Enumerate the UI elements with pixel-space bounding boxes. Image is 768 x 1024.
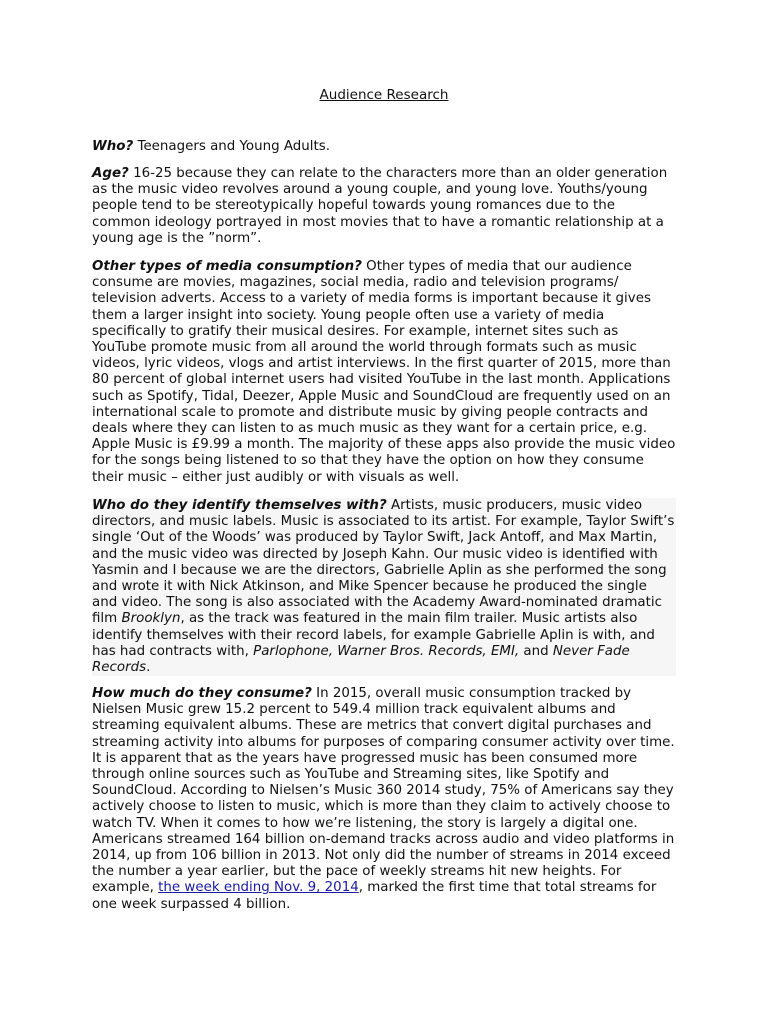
who-text: Teenagers and Young Adults. <box>133 139 330 154</box>
age-section <box>92 166 676 247</box>
age-text: 16-25 because they can relate to the characters more than an older generation as the music video revolves around a young couple, and young love. Youths/young people tend to be stereotypically hopeful towards young romances due to the common ideology portrayed in most movies that to have a romantic relationship at a young age is the ”norm”. <box>92 166 668 246</box>
media-section <box>92 259 676 486</box>
media-text: Other types of media that our audience consume are movies, magazines, social media, radio and television programs/ television adverts. Access to a variety of media forms is important because it gives them a larger insight into society. Young people often use a variety of media specifically to gratify their musical desires. For example, internet sites such as YouTube promote music from all around the world through formats such as music videos, lyric videos, vlogs and artist interviews. In the first quarter of 2015, more than 80 percent of global internet users had visited YouTube in the last month. Applications such as Spotify, Tidal, Deezer, Apple Music and SoundCloud are frequently used on an international scale to promote and distribute music by giving people contracts and deals where they can listen to as much music as they want for a certain price, e.g. Apple Music is £9.99 a month. The majority of these apps also provide the music video for the songs being listened to so that they have the option on how they consume their music – either just audibly or with visuals as well. <box>92 259 676 485</box>
consume-text-1: In 2015, overall music consumption tracked by Nielsen Music grew 15.2 percent to 549.4 million track equivalent albums and streaming equivalent albums. These are metrics that convert digital purchases and streaming activity into albums for purposes of comparing consumer activity over time. It is apparent that as the years have progressed music has been consumed more through online sources such as YouTube and Streaming sites, like Spotify and SoundCloud. According to Nielsen’s Music 360 2014 study, 75% of Americans say they actively choose to listen to music, which is more than they claim to actively choose to watch TV. When it comes to how we’re listening, the story is largely a digital one. Americans streamed 164 billion on-demand tracks across audio and video platforms in 2014, up from 106 billion in 2013. Not only did the number of streams in 2014 exceed the number a year earlier, but the pace of weekly streams hit new heights. For example, <box>92 686 675 896</box>
page-title: Audience Research <box>319 87 449 103</box>
who-label: Who? <box>92 139 134 154</box>
identify-text-2: , as the track was featured in the main film trailer. Music artists also identify themselves with their record labels, for example Gabrielle Aplin is with, and has had contracts with, <box>92 611 655 659</box>
identify-text-1: Artists, music producers, music video directors, and music labels. Music is associated to its artist. For example, Taylor Swift’s single ‘Out of the Woods’ was produced by Taylor Swift, Jack Antoff, and Max Martin, and the music video was directed by Joseph Kahn. Our music video is identified with Yasmin and I because we are the directors, Gabrielle Aplin as she performed the song and wrote it with Nick Atkinson, and Mike Spencer because he produced the single and video. The song is also associated with the Academy Award-nominated dramatic film <box>92 498 675 627</box>
identify-end: . <box>146 660 151 676</box>
film-title: Brooklyn <box>121 611 181 627</box>
identify-section <box>92 498 676 676</box>
week-ending-link[interactable]: the week ending Nov. 9, 2014 <box>158 880 359 896</box>
consume-section <box>92 686 676 913</box>
record-labels: Parlophone, Warner Bros. Records, EMI, <box>253 643 520 659</box>
consume-text-2: , marked the first time that total streams for one week surpassed 4 billion. <box>92 880 657 912</box>
identify-label: Who do they identify themselves with? <box>92 498 387 513</box>
record-label-last: Never Fade Records <box>92 643 630 676</box>
identify-and: and <box>519 643 553 659</box>
media-label: Other types of media consumption? <box>92 259 362 274</box>
age-label: Age? <box>92 166 129 181</box>
consume-label: How much do they consume? <box>92 686 312 701</box>
who-section <box>92 139 676 155</box>
